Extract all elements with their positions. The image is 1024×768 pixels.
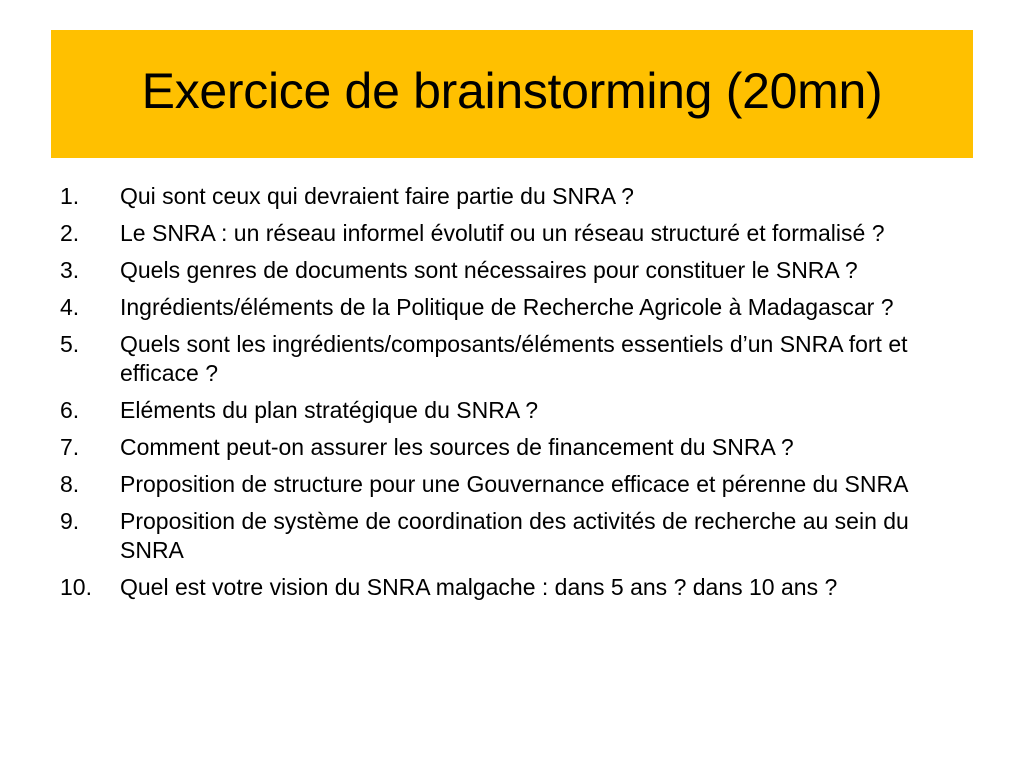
list-item — [60, 330, 970, 388]
item-number: 4. — [60, 294, 80, 320]
list-item — [60, 219, 970, 248]
item-text: Quels sont les ingrédients/composants/éléments essentiels d’un SNRA fort et efficace ? — [120, 331, 908, 386]
question-list — [60, 182, 970, 610]
item-text: Proposition de structure pour une Gouvernance efficace et pérenne du SNRA — [120, 471, 909, 497]
item-text: Ingrédients/éléments de la Politique de Recherche Agricole à Madagascar ? — [120, 294, 894, 320]
item-number: 6. — [60, 397, 80, 423]
list-item — [60, 256, 970, 285]
list-item — [60, 396, 970, 425]
list-item — [60, 507, 970, 565]
item-text: Proposition de système de coordination des activités de recherche au sein du SNRA — [120, 508, 909, 563]
item-number: 8. — [60, 471, 80, 497]
title-banner — [51, 30, 973, 158]
item-number: 1. — [60, 183, 80, 209]
item-text: Quels genres de documents sont nécessaires pour constituer le SNRA ? — [120, 257, 858, 283]
list-item — [60, 433, 970, 462]
item-number: 10. — [60, 574, 92, 600]
item-number: 3. — [60, 257, 80, 283]
item-number: 9. — [60, 508, 80, 534]
item-number: 7. — [60, 434, 80, 460]
list-item — [60, 573, 970, 602]
slide-title: Exercice de brainstorming (20mn) — [141, 63, 883, 119]
item-text: Quel est votre vision du SNRA malgache : dans 5 ans ? dans 10 ans ? — [120, 574, 838, 600]
list-item — [60, 470, 970, 499]
list-item — [60, 293, 970, 322]
item-number: 2. — [60, 220, 80, 246]
list-item — [60, 182, 970, 211]
item-text: Comment peut-on assurer les sources de financement du SNRA ? — [120, 434, 794, 460]
item-number: 5. — [60, 331, 80, 357]
item-text: Le SNRA : un réseau informel évolutif ou un réseau structuré et formalisé ? — [120, 220, 885, 246]
item-text: Eléments du plan stratégique du SNRA ? — [120, 397, 539, 423]
item-text: Qui sont ceux qui devraient faire partie du SNRA ? — [120, 183, 634, 209]
